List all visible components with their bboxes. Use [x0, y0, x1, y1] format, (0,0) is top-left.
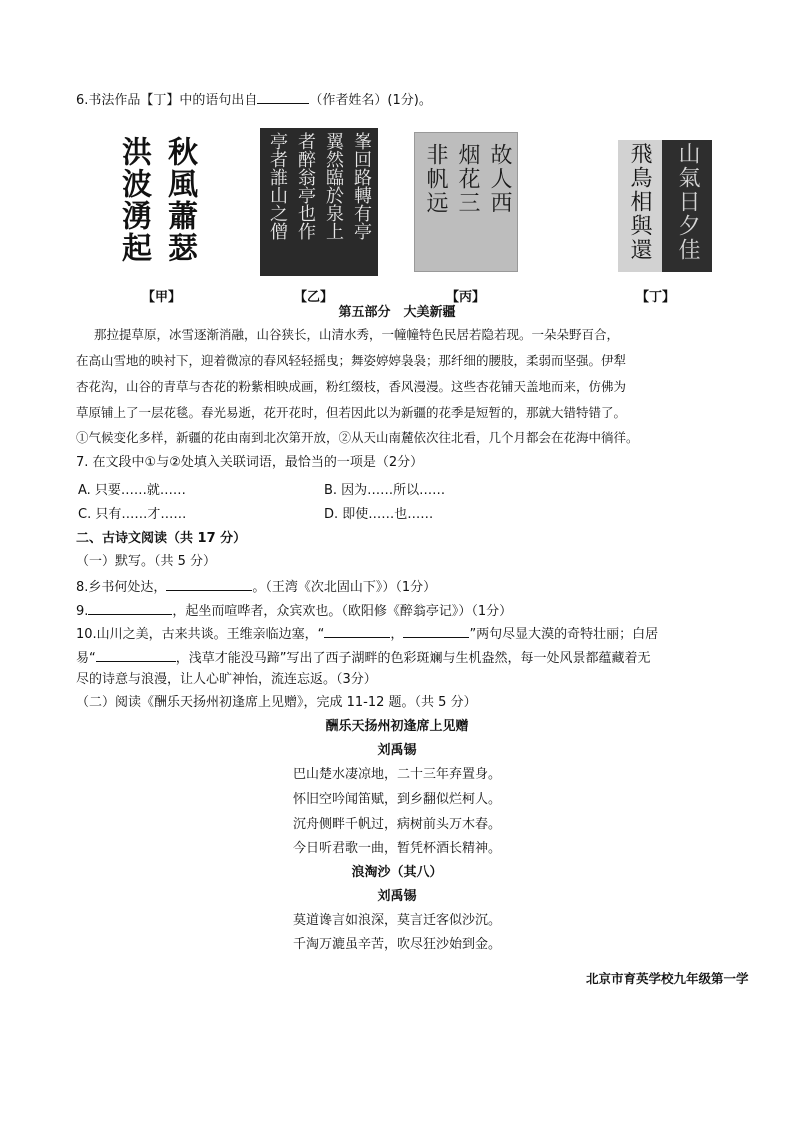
q6-suffix: （作者姓名）(1分)。 [309, 93, 432, 108]
part5-line-4: 草原铺上了一层花毯。春光易逝，花开花时，但若因此以为新疆的花季是短暂的，那就大错特错了。 [76, 405, 627, 420]
part5-line-5: ①气候变化多样，新疆的花由南到北次第开放，②从天山南麓依次往北看，几个月都会在花海中徜徉。 [76, 430, 639, 445]
section-2-sub-2: （二）阅读《酬乐天扬州初逢席上见赠》，完成 11-12 题。（共 5 分） [76, 695, 477, 710]
poem-1-line-2: 怀旧空吟闻笛赋，到乡翻似烂柯人。 [292, 792, 501, 807]
part5-line-3: 杏花沟，山谷的青草与杏花的粉紫相映成画，粉红缀枝，香风漫漫。这些杏花铺天盖地而来，仿佛为 [76, 379, 627, 394]
q6-prefix: 6.书法作品【丁】中的语句出自 [76, 93, 258, 108]
poem-2-title: 浪淘沙（其八） [351, 865, 443, 880]
part5-line-2: 在高山雪地的映衬下，迎着微凉的春风轻轻摇曳；舞姿婷婷袅袅；那纤细的腰肢，柔弱而坚强。伊犁 [76, 353, 627, 368]
q8-suffix: 。（王湾《次北固山下》）（1分） [252, 580, 437, 595]
question-10-line-1 [76, 624, 658, 644]
calligraphy-ding-col-1: 山氣日夕佳 [675, 142, 700, 262]
calligraphy-bing-col-2: 烟花三 [455, 143, 480, 215]
calligraphy-ding [618, 140, 712, 272]
calligraphy-yi-col-1: 峯回路轉有亭 [351, 132, 372, 240]
question-6 [76, 90, 432, 110]
q6-answer-blank[interactable] [257, 90, 309, 104]
q10-answer-blank-3[interactable] [96, 648, 176, 662]
poem-2-line-2: 千淘万漉虽辛苦，吹尽狂沙始到金。 [292, 937, 501, 952]
section-2-sub-1: （一）默写。（共 5 分） [76, 554, 217, 569]
q10-prefix: 10.山川之美，古来共谈。王维亲临边塞，“ [76, 627, 325, 642]
q10-answer-blank-1[interactable] [324, 624, 390, 638]
calligraphy-jia [108, 132, 216, 268]
q10-comma: ， [390, 627, 404, 642]
label-bing: 【丙】 [446, 290, 486, 305]
q7-option-c[interactable]: C. 只有……才…… [78, 507, 187, 522]
calligraphy-yi [260, 128, 378, 276]
label-yi: 【乙】 [294, 290, 334, 305]
q9-prefix: 9. [76, 604, 89, 619]
poem-2-line-1: 莫道谗言如浪深，莫言迁客似沙沉。 [292, 913, 501, 928]
poem-1-line-4: 今日听君歌一曲，暂凭杯酒长精神。 [292, 841, 501, 856]
question-10-line-3: 尽的诗意与浪漫，让人心旷神怡，流连忘返。（3分） [76, 672, 377, 687]
label-ding: 【丁】 [636, 290, 676, 305]
q9-suffix: ，起坐而喧哗者，众宾欢也。（欧阳修《醉翁亭记》）（1分） [172, 604, 513, 619]
q7-option-b[interactable]: B. 因为……所以…… [324, 483, 446, 498]
q7-option-a[interactable]: A. 只要……就…… [78, 483, 186, 498]
part5-title: 第五部分 大美新疆 [338, 305, 456, 320]
poem-1-title: 酬乐天扬州初逢席上见赠 [325, 719, 469, 734]
q10-line2-suffix: ，浅草才能没马蹄”写出了西子湖畔的色彩斑斓与生机盎然，每一处风景都蕴藏着无 [175, 651, 651, 666]
poem-1-line-3: 沉舟侧畔千帆过，病树前头万木春。 [292, 817, 501, 832]
calligraphy-jia-col-2: 洪波湧起 [116, 136, 151, 264]
q9-answer-blank[interactable] [88, 601, 172, 615]
calligraphy-bing-col-1: 故人西 [487, 143, 512, 215]
poem-2-author: 刘禹锡 [377, 889, 417, 904]
q10-line2-prefix: 易“ [76, 651, 96, 666]
question-10-line-2 [76, 648, 651, 668]
calligraphy-jia-col-1: 秋風蕭瑟 [162, 136, 197, 264]
q10-mid: ”两句尽显大漠的奇特壮丽；白居 [469, 627, 659, 642]
calligraphy-bing-col-3: 非帆远 [423, 143, 448, 215]
q8-prefix: 8.乡书何处达， [76, 580, 167, 595]
poem-1-line-1: 巴山楚水凄凉地，二十三年弃置身。 [292, 767, 501, 782]
label-jia: 【甲】 [142, 290, 182, 305]
section-2-title: 二、古诗文阅读（共 17 分） [76, 531, 247, 546]
question-7: 7. 在文段中①与②处填入关联词语，最恰当的一项是（2分） [76, 455, 424, 470]
part5-line-1: 那拉提草原，冰雪逐渐消融，山谷狭长，山清水秀，一幢幢特色民居若隐若现。一朵朵野百合， [94, 327, 620, 342]
calligraphy-yi-col-2: 翼然臨於泉上 [323, 132, 344, 240]
calligraphy-yi-col-4: 亭者誰山之僧 [267, 132, 288, 240]
q7-option-d[interactable]: D. 即使……也…… [324, 507, 434, 522]
poem-1-author: 刘禹锡 [377, 743, 417, 758]
page-footer: 北京市育英学校九年级第一学 [586, 971, 749, 986]
question-8 [76, 577, 436, 597]
q10-answer-blank-2[interactable] [403, 624, 469, 638]
q8-answer-blank[interactable] [166, 577, 252, 591]
calligraphy-bing [414, 132, 518, 272]
calligraphy-yi-col-3: 者醉翁亭也作 [295, 132, 316, 240]
calligraphy-ding-col-2: 飛鳥相與還 [627, 142, 652, 262]
question-9 [76, 601, 512, 621]
